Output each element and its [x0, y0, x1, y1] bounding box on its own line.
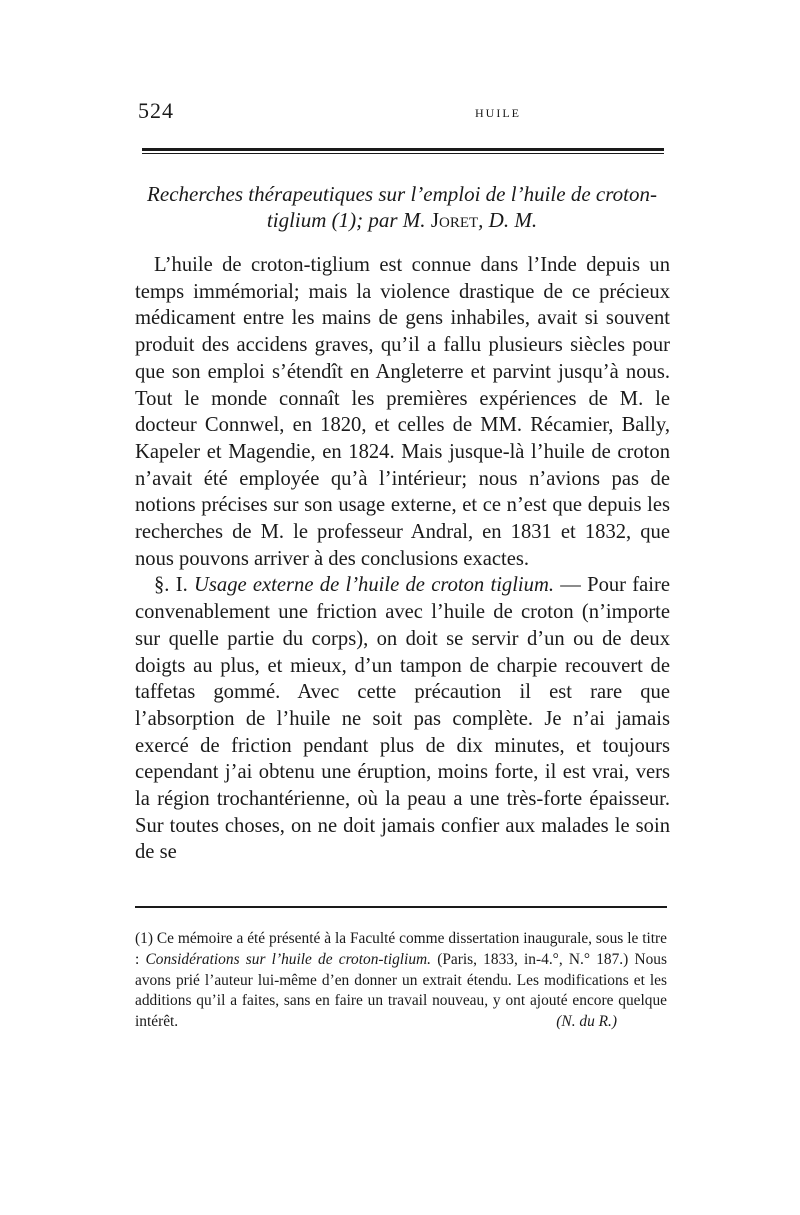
- article-title: [138, 181, 666, 233]
- running-title: HUILE: [475, 106, 521, 120]
- intro-paragraph: L’huile de croton-tiglium est connue dans l’Inde depuis un temps immémorial; mais la violence drastique de ce précieux médicament entre les mains de gens inhabiles, avait si souvent produit des accidens graves, qu’il a fallu plusieurs siècles pour que son emploi s’étendît en Angleterre et parvint jusqu’à nous. Tout le monde connaît les premières expériences de M. le docteur Connwel, en 1820, et celles de MM. Récamier, Bally, Kapeler et Magendie, en 1824. Mais jusque-là l’huile de croton n’avait été employée qu’à l’intérieur; nous n’avions pas de notions précises sur son usage externe, et ce n’est que depuis les recherches de M. le professeur Andral, en 1831 et 1832, que nous pouvons arriver à des conclusions exactes.: [135, 254, 670, 570]
- footnote-part2: (Paris, 1833, in-4.°, N.° 187.) Nous avons prié l’auteur lui-même d’en donner un extrait étendu. Les modifications et les additions qu’il a faites, sans en faire un travail nouveau, y ont ajouté encore quelque intérêt.: [135, 950, 667, 1031]
- section-text: — Pour faire convenablement une friction avec l’huile de croton (n’importe sur quelle partie du corps), on doit se servir d’un ou de deux doigts au plus, et mieux, d’un tampon de charpie recouvert de taffetas gommé. Avec cette précaution il est rare que l’absorption de l’huile ne soit pas complète. Je n’ai jamais exercé de friction pendant plus de dix minutes, et toujours cependant j’ai obtenu une éruption, moins forte, il est vrai, vers la région trochantérienne, où la peau a une très-forte épaisseur. Sur toutes choses, on ne doit jamais confier aux malades le soin de se: [135, 574, 671, 864]
- title-author: Joret: [430, 208, 479, 232]
- footnote: [135, 929, 667, 1033]
- footnote-part1: (1) Ce mémoire a été présenté à la Faculté comme dissertation inaugurale, sous le titre :: [135, 930, 667, 968]
- section-title: Usage externe de l’huile de croton tiglium.: [194, 574, 554, 597]
- header-rule: [142, 148, 664, 154]
- footnote-title: Considérations sur l’huile de croton-tiglium.: [145, 950, 431, 968]
- footnote-signature: (N. du R.): [556, 1013, 617, 1031]
- footnote-rule: [135, 906, 667, 908]
- section-paragraph: [135, 572, 670, 866]
- section-label: §. I.: [154, 574, 188, 597]
- title-suffix: , D. M.: [478, 208, 538, 232]
- page-number: 524: [138, 98, 174, 123]
- page-header: [138, 98, 666, 128]
- title-prefix: Recherches thérapeutiques sur l’emploi de l’huile de croton-tiglium (1); par M.: [147, 182, 657, 232]
- article-body: [135, 252, 670, 866]
